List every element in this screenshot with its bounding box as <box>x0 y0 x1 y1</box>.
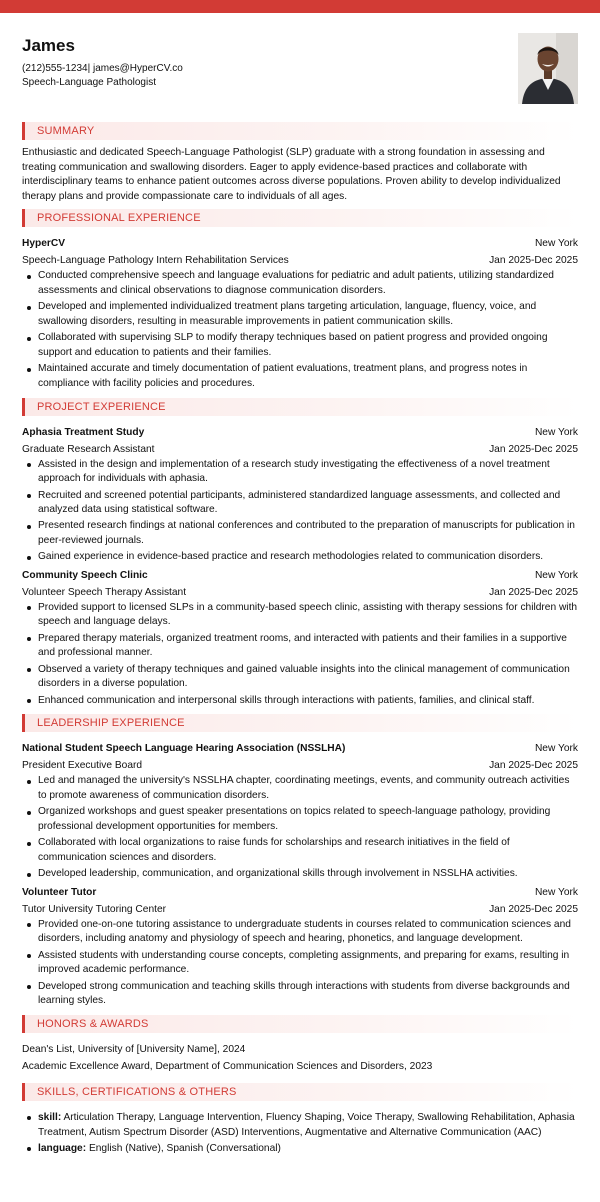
leadership-entry <box>22 884 578 1009</box>
entry-org: Community Speech Clinic <box>22 569 148 581</box>
leadership-section-header <box>22 714 578 732</box>
bullet-item: Assisted in the design and implementation of a research study investigating the effectiveness of a novel treatment approach for individuals with aphasia. <box>22 458 578 487</box>
bullet-item: Organized workshops and guest speaker presentations on topics related to speech-language pathology, providing professional development opportunities for members. <box>22 805 578 834</box>
entry-role: President Executive Board <box>22 760 143 772</box>
summary-heading: SUMMARY <box>37 125 95 137</box>
section-accent-bar <box>22 209 25 227</box>
honors-heading: HONORS & AWARDS <box>37 1017 149 1030</box>
language-item <box>22 1142 578 1157</box>
entry-role: Speech-Language Pathology Intern Rehabilitation Services <box>22 255 289 267</box>
language-value: English (Native), Spanish (Conversational) <box>86 1142 281 1154</box>
entry-role-row <box>22 584 578 601</box>
entry-org: Aphasia Treatment Study <box>22 426 145 438</box>
contact-info: (212)555-1234| james@HyperCV.co <box>22 63 183 74</box>
candidate-name: James <box>22 36 75 55</box>
entry-role-row <box>22 441 578 458</box>
entry-dates: Jan 2025-Dec 2025 <box>489 903 578 915</box>
candidate-title: Speech-Language Pathologist <box>22 77 156 88</box>
bullet-item: Assisted students with understanding course concepts, completing assignments, and preparing for exams, resulting in improved academic performance. <box>22 949 578 978</box>
skills-list <box>22 1111 578 1157</box>
entry-dates: Jan 2025-Dec 2025 <box>489 255 578 267</box>
section-accent-bar <box>22 714 25 732</box>
entry-org-row <box>22 884 578 901</box>
skill-label: skill: <box>38 1111 62 1123</box>
entry-org: HyperCV <box>22 238 66 250</box>
award-item: Academic Excellence Award, Department of Communication Sciences and Disorders, 2023 <box>22 1060 433 1072</box>
bullet-item: Collaborated with supervising SLP to modify therapy techniques based on patient progress and provided ongoing support and education to patients and their families. <box>22 331 578 360</box>
bullet-item: Developed leadership, communication, and organizational skills through involvement in NSSLHA activities. <box>22 867 578 882</box>
section-accent-bar <box>22 398 25 416</box>
bullet-item: Enhanced communication and interpersonal skills through interactions with patients, families, and clinical staff. <box>22 694 578 709</box>
resume-page <box>0 13 600 1156</box>
section-accent-bar <box>22 1015 25 1033</box>
professional-section-header <box>22 209 578 227</box>
bullet-item: Developed strong communication and teaching skills through interactions with students from diverse backgrounds and learning styles. <box>22 980 578 1009</box>
entry-org: Volunteer Tutor <box>22 886 97 898</box>
honors-section-header <box>22 1015 578 1033</box>
skill-value: Articulation Therapy, Language Intervention, Fluency Shaping, Voice Therapy, Swallowing Rehabilitation, Aphasia Treatment, Autism Spectrum Disorder (ASD) Interventions, Augmentative and Alternative Communication (AAC) <box>38 1111 575 1138</box>
project-entry <box>22 567 578 709</box>
professional-heading: PROFESSIONAL EXPERIENCE <box>37 212 201 225</box>
entry-location: New York <box>534 569 578 581</box>
entry-bullets <box>22 458 578 566</box>
bullet-item: Provided support to licensed SLPs in a community-based speech clinic, assisting with therapy sessions for children with speech and language delays. <box>22 601 578 630</box>
leadership-entry <box>22 740 578 882</box>
resume-header <box>22 13 578 107</box>
entry-location: New York <box>534 886 578 898</box>
entry-role-row <box>22 901 578 918</box>
entry-location: New York <box>534 426 578 438</box>
profile-photo-image <box>518 33 578 104</box>
bullet-item: Maintained accurate and timely documentation of patient evaluations, treatment plans, and progress notes in compliance with facility policies and procedures. <box>22 362 578 391</box>
bullet-item: Gained experience in evidence-based practice and research methodologies related to communication disorders. <box>22 550 578 565</box>
entry-location: New York <box>534 238 578 250</box>
projects-section-header <box>22 398 578 416</box>
entry-org-row <box>22 235 578 252</box>
section-accent-bar <box>22 122 25 140</box>
bullet-item: Developed and implemented individualized treatment plans targeting articulation, language, fluency, voice, and swallowing disorders, resulting in measurable improvements in patient communication skills. <box>22 300 578 329</box>
language-label: language: <box>38 1142 87 1154</box>
entry-org-row <box>22 567 578 584</box>
bullet-item: Prepared therapy materials, organized treatment rooms, and interacted with patients and their families in a supportive and professional manner. <box>22 632 578 661</box>
bullet-item: Provided one-on-one tutoring assistance to undergraduate students in courses related to communication sciences and disorders, including anatomy and physiology of speech and hearing, phonetics, and language development. <box>22 918 578 947</box>
entry-bullets <box>22 601 578 709</box>
projects-heading: PROJECT EXPERIENCE <box>37 400 166 413</box>
entry-dates: Jan 2025-Dec 2025 <box>489 586 578 598</box>
skill-item <box>22 1111 578 1140</box>
summary-text: Enthusiastic and dedicated Speech-Language Pathologist (SLP) graduate with a strong foundation in assessing and treating communication and swallowing disorders. Eager to apply evidence-based practices and collaborate with interdisciplinary teams to enhance patient outcomes across diverse populations. Proven ability to develop individualized therapy plans and provide compassionate care to individuals of all ages. <box>22 147 561 202</box>
entry-role: Graduate Research Assistant <box>22 443 155 455</box>
top-accent-bar <box>0 0 600 13</box>
bullet-item: Collaborated with local organizations to raise funds for scholarships and research initiatives in the field of communication sciences and disorders. <box>22 836 578 865</box>
entry-bullets <box>22 774 578 882</box>
skills-heading: SKILLS, CERTIFICATIONS & OTHERS <box>37 1085 237 1098</box>
project-entry <box>22 424 578 566</box>
skills-section-header <box>22 1083 578 1101</box>
entry-bullets <box>22 918 578 1009</box>
entry-org: National Student Speech Language Hearing Association (NSSLHA) <box>22 743 346 755</box>
entry-location: New York <box>534 743 578 755</box>
bullet-item: Conducted comprehensive speech and language evaluations for pediatric and adult patients, utilizing standardized assessments and clinical observations to diagnose communication disorders. <box>22 269 578 298</box>
entry-org-row <box>22 740 578 757</box>
entry-role: Volunteer Speech Therapy Assistant <box>22 586 187 598</box>
bullet-item: Led and managed the university's NSSLHA chapter, coordinating meetings, events, and community outreach activities to promote awareness of communication disorders. <box>22 774 578 803</box>
section-accent-bar <box>22 1083 25 1101</box>
bullet-item: Observed a variety of therapy techniques and gained valuable insights into the clinical management of communication disorders in a diverse population. <box>22 663 578 692</box>
entry-org-row <box>22 424 578 441</box>
leadership-heading: LEADERSHIP EXPERIENCE <box>37 717 185 730</box>
bullet-item: Recruited and screened potential participants, administered standardized language assessments, and collected and analyzed data using statistical software. <box>22 489 578 518</box>
entry-dates: Jan 2025-Dec 2025 <box>489 443 578 455</box>
entry-role-row <box>22 252 578 269</box>
award-item: Dean's List, University of [University Name], 2024 <box>22 1043 246 1055</box>
bullet-item: Presented research findings at national conferences and contributed to the preparation of manuscripts for publication in peer-reviewed journals. <box>22 519 578 548</box>
entry-role: Tutor University Tutoring Center <box>22 903 166 915</box>
profile-photo <box>518 33 578 104</box>
summary-section-header <box>22 122 578 140</box>
entry-dates: Jan 2025-Dec 2025 <box>489 760 578 772</box>
entry-bullets <box>22 269 578 391</box>
entry-role-row <box>22 757 578 774</box>
professional-entry <box>22 235 578 391</box>
